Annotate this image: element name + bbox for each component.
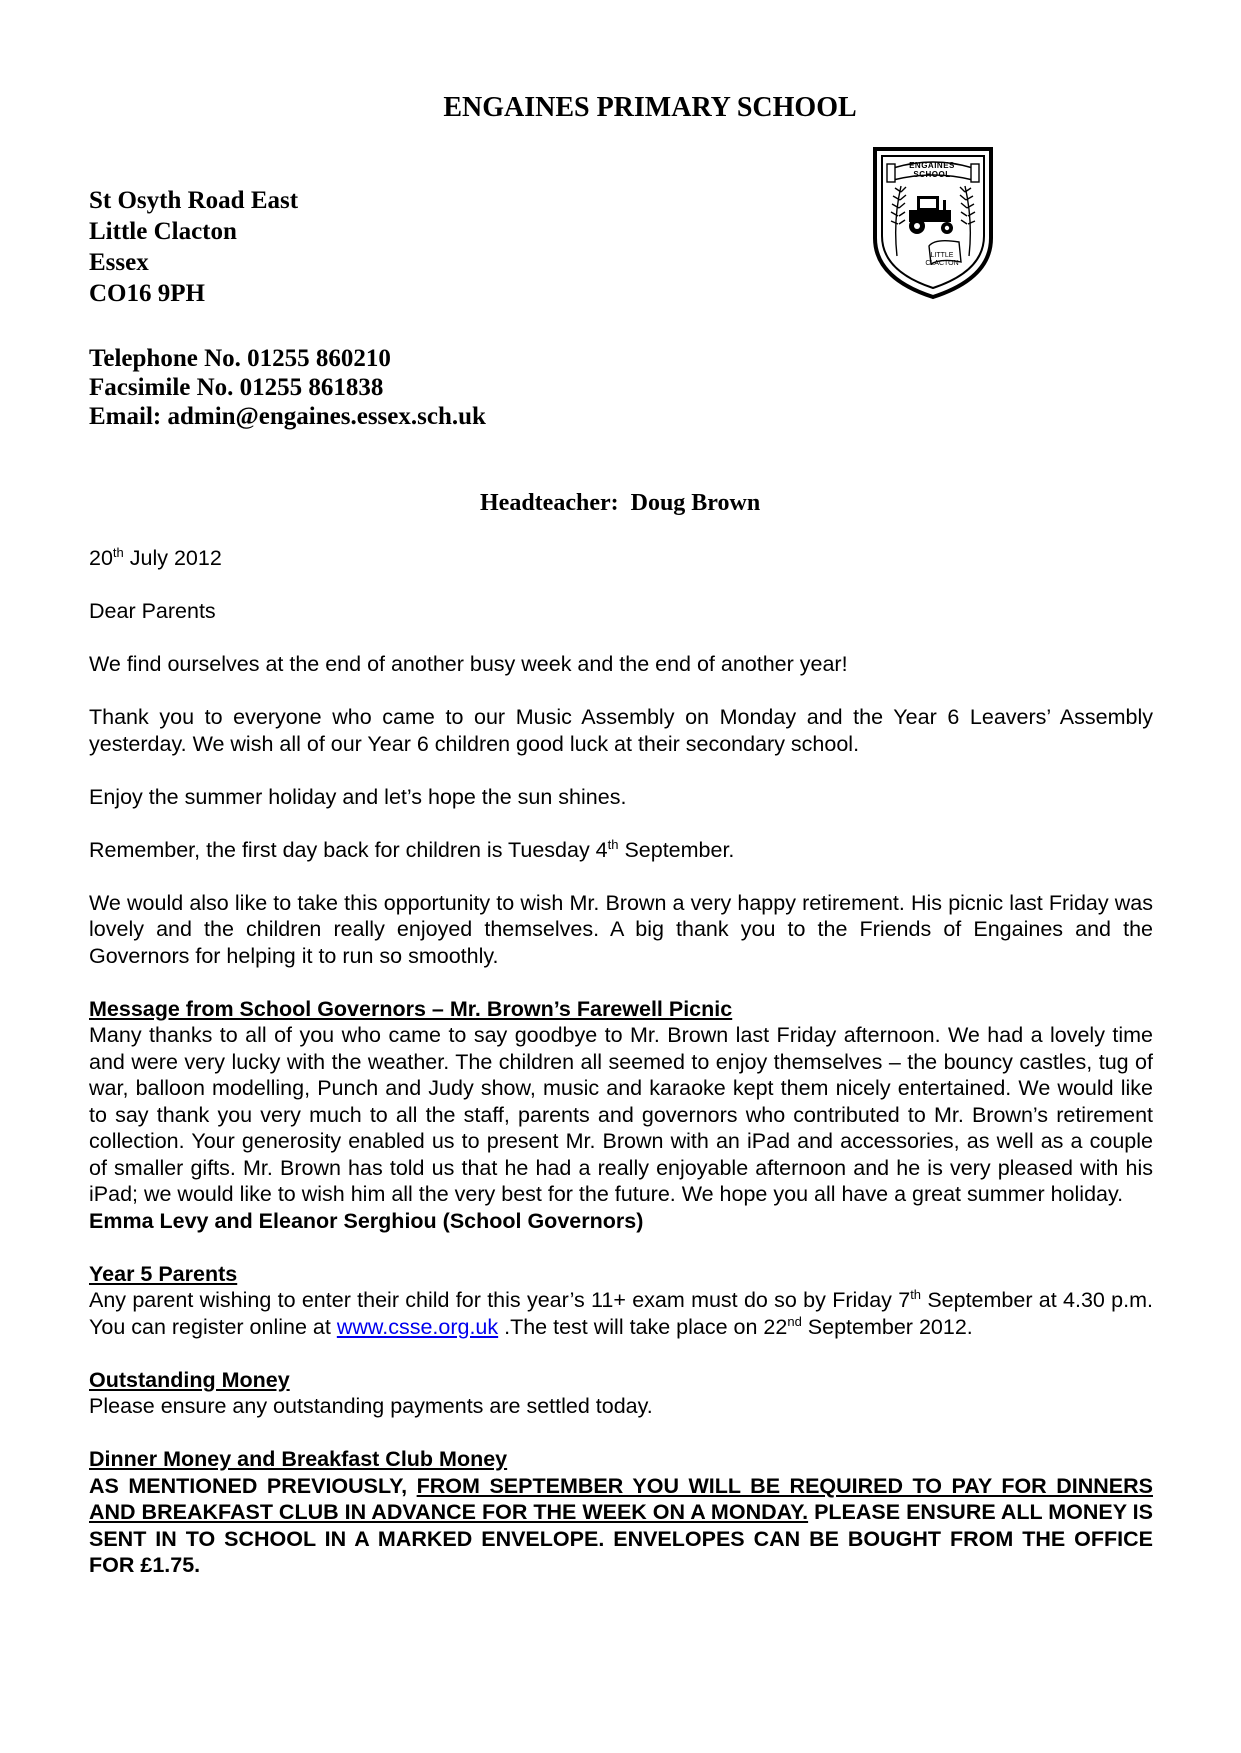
headteacher-line: Headteacher: Doug Brown: [480, 490, 761, 516]
paragraph-assemblies: Thank you to everyone who came to our Music Assembly on Monday and the Year 6 Leavers’ Assembly yesterday. We wish all of our Year 6 children good luck at their secondary school.: [89, 705, 1153, 756]
year5-text: [89, 1287, 1153, 1340]
year5-heading: Year 5 Parents: [89, 1261, 238, 1286]
section-governors: [89, 996, 1153, 1235]
date-day: 20: [89, 546, 113, 570]
telephone: Telephone No. 01255 860210: [89, 345, 391, 372]
paragraph-first-day: [89, 837, 1153, 864]
first-day-suffix: th: [607, 836, 619, 852]
csse-link[interactable]: www.csse.org.uk: [336, 1314, 499, 1339]
year5-suffix: nd: [787, 1313, 802, 1329]
paragraph-end-of-year: We find ourselves at the end of another busy week and the end of another year!: [89, 652, 848, 676]
dinner-text-part: AS MENTIONED PREVIOUSLY,: [89, 1473, 417, 1498]
email: Email: admin@engaines.essex.sch.uk: [89, 403, 486, 430]
address-line: Little Clacton: [89, 218, 237, 245]
crest-motto-text: LITTLE CLACTON: [925, 252, 959, 267]
school-name: ENGAINES PRIMARY SCHOOL: [443, 92, 857, 123]
address-line: Essex: [89, 249, 149, 276]
outstanding-text: Please ensure any outstanding payments are settled today.: [89, 1394, 653, 1418]
year5-text-part: September at 4.30 p.m. You can register online at: [89, 1288, 1153, 1339]
section-year5: [89, 1261, 1153, 1341]
section-dinner: [89, 1446, 1153, 1579]
letter-body: [89, 545, 1153, 1605]
salutation: Dear Parents: [89, 599, 216, 623]
address-line: St Osyth Road East: [89, 187, 299, 214]
year5-suffix: th: [910, 1286, 922, 1302]
dinner-heading: Dinner Money and Breakfast Club Money: [89, 1447, 508, 1471]
contact-details: [89, 344, 486, 431]
first-day-text: Remember, the first day back for children is Tuesday 4: [89, 837, 608, 862]
paragraph-retirement: We would also like to take this opportunity to wish Mr. Brown a very happy retirement. His picnic last Friday was lovely and the children really enjoyed themselves. A big thank you to the Friends of Engaines and the Governors for helping it to run so smoothly.: [89, 890, 1153, 968]
date-month-year: July 2012: [123, 546, 222, 570]
year5-text-part: Any parent wishing to enter their child for this year’s 11+ exam must do so by Friday 7: [89, 1288, 911, 1312]
outstanding-heading: Outstanding Money: [89, 1367, 290, 1392]
address-postcode: CO16 9PH: [89, 280, 205, 307]
governors-text: Many thanks to all of you who came to say goodbye to Mr. Brown last Friday afternoon. We had a lovely time and were very lucky with the weather. The children all seemed to enjoy themselves – the bouncy castles, tug of war, balloon modelling, Punch and Judy show, music and karaoke kept them nicely entertained. We would like to say thank you very much to all the staff, parents and governors who contributed to Mr. Brown’s retirement collection. Your generosity enabled us to present Mr. Brown with an iPad and accessories, as well as a couple of smaller gifts. Mr. Brown has told us that he had a really enjoyable afternoon and he is very pleased with his iPad; we would like to wish him all the very best for the future. We hope you all have a great summer holiday.: [89, 1023, 1153, 1206]
dinner-text-part: PLEASE ENSURE ALL MONEY IS SENT IN TO SCHOOL IN A MARKED ENVELOPE. ENVELOPES CAN BE BOUGHT FROM THE OFFICE FOR £1.75.: [89, 1500, 1153, 1577]
crest-banner-text: ENGAINES SCHOOL: [909, 161, 955, 179]
paragraph-summer: Enjoy the summer holiday and let’s hope the sun shines.: [89, 784, 627, 809]
letter-date: [89, 545, 1153, 572]
date-suffix: th: [112, 544, 124, 560]
governors-signature: Emma Levy and Eleanor Serghiou (School Governors): [89, 1208, 644, 1233]
year5-text-part: September 2012.: [801, 1314, 973, 1339]
dinner-text: [89, 1473, 1153, 1579]
year5-text-part: .The test will take place on 22: [498, 1314, 788, 1339]
governors-heading: Message from School Governors – Mr. Brown’s Farewell Picnic: [89, 996, 733, 1021]
facsimile: Facsimile No. 01255 861838: [89, 374, 384, 401]
school-address: [89, 185, 298, 309]
first-day-month: September.: [618, 837, 735, 862]
section-outstanding: [89, 1367, 1153, 1420]
dinner-text-underlined: FROM SEPTEMBER YOU WILL BE REQUIRED TO PAY FOR DINNERS AND BREAKFAST CLUB IN ADVANCE FOR THE WEEK ON A MONDAY.: [89, 1473, 1153, 1524]
